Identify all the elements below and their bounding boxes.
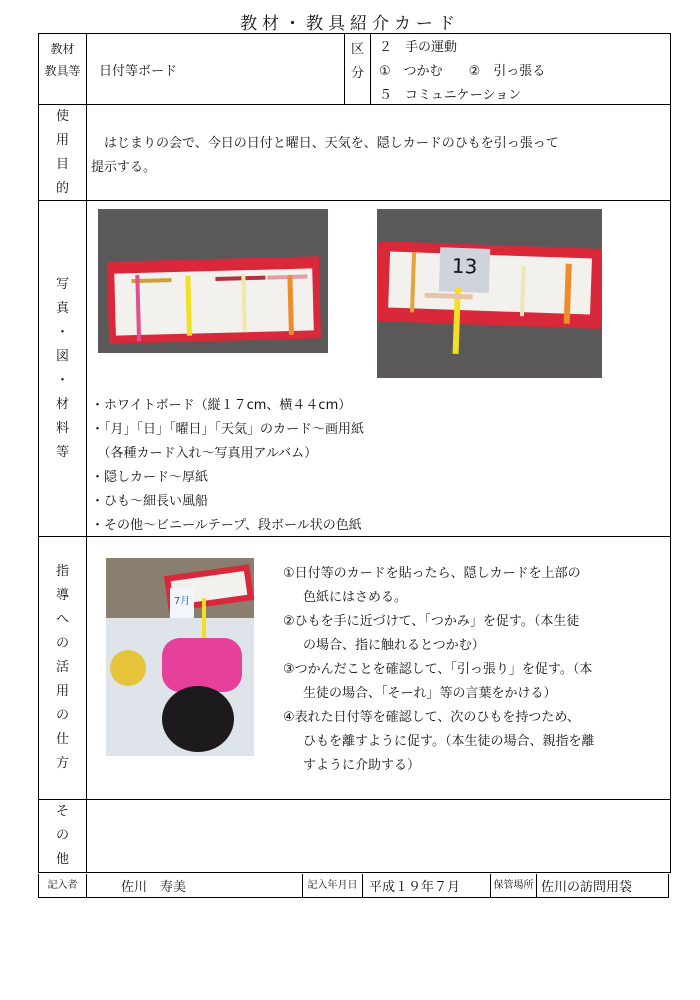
usage-label-char: 仕 [55,732,69,747]
classification-values [371,34,670,104]
materials-item: ・その他～ビニールテープ、段ボール状の色紙 [91,518,362,533]
material-name: 日付等ボード [87,34,345,104]
usage-step-continued: ひもを離すように促す。（本生徒の場合、親指を離 [303,734,595,749]
usage-step: ③つかんだことを確認して、「引っ張り」を促す。（本 [283,662,593,677]
toy-ball [110,650,146,686]
photo-cell [87,201,670,536]
materials-item: ・「月」「日」「曜日」「天気」のカード～画用紙 [91,422,365,437]
purpose-row [39,105,670,201]
photo-label-char: ・ [55,324,69,340]
card-title: 教材・教具紹介カード [240,14,460,34]
purpose-line: はじまりの会で、今日の日付と曜日、天気を、隠しカードのひもを引っ張って [91,136,559,151]
card-pockets [388,252,592,315]
other-label-char: そ [55,804,69,819]
usage-row [39,537,670,800]
other-label [39,800,87,872]
usage-step-continued: すように介助する） [303,758,421,773]
hidden-card [439,247,491,293]
balloon-string [202,598,206,638]
child-hair [162,686,234,752]
photo-label-char: ・ [55,372,69,388]
board-photo-1 [98,209,328,353]
storage-label: 保管場所 [491,874,537,897]
usage-step-continued: の場合、指に触れるとつかむ） [303,638,485,653]
photo-label-char: 図 [55,348,69,364]
photo-label-char: 材 [55,396,69,412]
usage-label [39,537,87,799]
materials-item: ・ホワイトボード（縦１７cm、横４４cm） [91,398,352,413]
usage-label-char: の [55,636,69,651]
purpose-label [39,105,87,200]
photo-label [39,201,87,536]
other-row [39,800,670,872]
purpose-line: 提示する。 [91,160,157,175]
usage-step: ②ひもを手に近づけて、「つかみ」を促す。（本生徒 [283,614,580,629]
other-label-char: の [55,828,69,843]
usage-step-continued: 色紙にはさめる。 [303,590,408,605]
child-shirt [162,638,242,692]
material-label [39,34,87,104]
purpose-label-char: 使 [55,108,69,124]
usage-label-char: 用 [55,684,69,699]
usage-step-continued: 生徒の場合、「そーれ」等の言葉をかける） [303,686,557,701]
classification-label [345,34,371,104]
usage-steps [283,562,665,778]
usage-cell [87,537,670,799]
materials-list [91,394,364,538]
usage-step: ④表れた日付等を確認して、次のひもを持つため、 [283,710,580,725]
classification-line: ５ コミュニケーション [379,88,522,103]
date-value: 平成１９年７月 [363,874,491,897]
materials-item: ・ひも～細長い風船 [91,494,209,509]
purpose-label-char: 的 [55,180,69,196]
photo-label-char: 料 [55,420,69,436]
material-label-bottom: 教具等 [44,64,81,78]
red-board [377,241,602,329]
materials-item: （各種カード入れ～写真用アルバム） [91,446,318,461]
material-row [39,34,670,105]
usage-label-char: 指 [55,564,69,579]
balloon-string [564,264,572,324]
writer-name: 佐川 寿美 [87,874,303,897]
purpose-label-char: 目 [55,156,69,172]
usage-label-char: 方 [55,756,69,771]
date-card-number: 13 [451,253,478,279]
writer-label: 記入者 [39,874,87,897]
other-label-char: 他 [55,852,69,867]
usage-label-char: へ [55,612,69,627]
footer-row [38,874,669,898]
photo-label-char: 等 [55,444,69,460]
red-board [107,256,321,344]
usage-label-char: 導 [55,588,69,603]
photo-label-char: 真 [55,300,69,316]
date-label: 記入年月日 [303,874,363,897]
classification-label-1: 区 [350,42,364,57]
classification-line: ① つかむ ② 引っ張る [379,64,546,79]
other-cell [87,800,670,872]
student-photo [106,558,254,756]
board-photo-2 [377,209,602,378]
card-table [38,33,671,873]
month-card-text: 7月 [173,596,191,607]
classification-label-2: 分 [350,66,364,81]
material-label-top: 教材 [50,42,75,56]
photo-row [39,201,670,537]
purpose-label-char: 用 [55,132,69,148]
usage-step: ①日付等のカードを貼ったら、隠しカードを上部の [283,566,581,581]
photo-label-char: 写 [55,276,69,292]
usage-label-char: の [55,708,69,723]
storage-value: 佐川の訪問用袋 [541,880,633,895]
classification-line: ２ 手の運動 [379,40,458,55]
purpose-text [87,105,670,200]
materials-item: ・隠しカード～厚紙 [91,470,209,485]
usage-label-char: 活 [55,660,69,675]
month-card [170,588,194,618]
